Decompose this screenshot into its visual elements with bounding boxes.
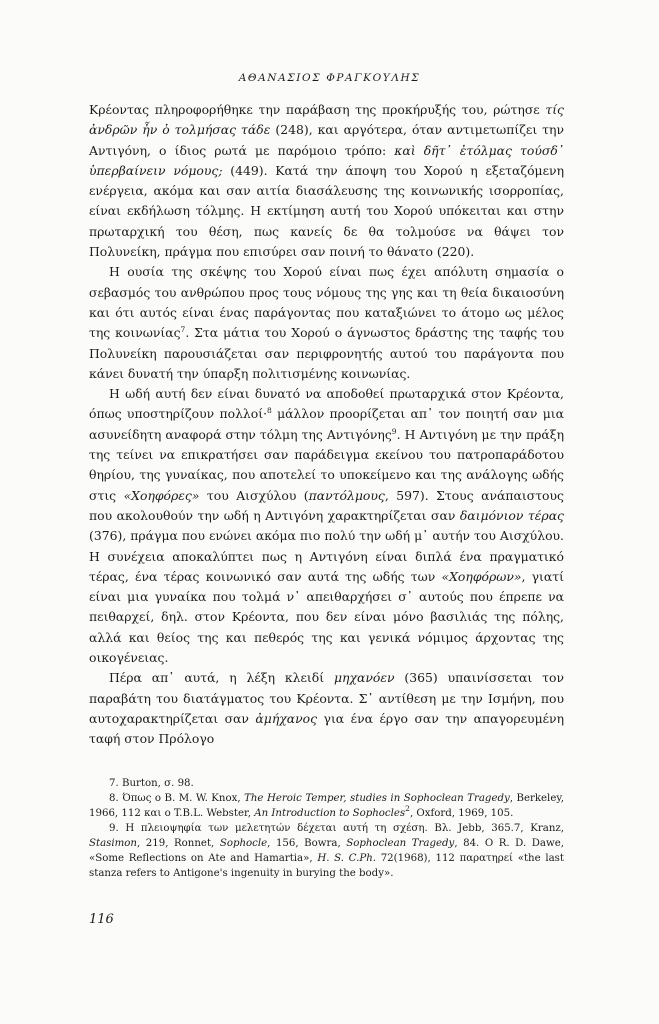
footnote-9 [89,821,564,881]
text-span: Κρέοντας πληροφορήθηκε την παράβαση της προκήρυξής του, ρώτησε [89,102,546,117]
footnote-ref-7: 7 [180,325,186,335]
paragraph-4 [89,668,564,749]
text-span: , 156, Bowra, [267,838,347,849]
text-span: Πέρα απ᾽ αυτά, η λέξη κλειδί [109,670,334,686]
work-title: «Χοηφόρες» [123,487,200,503]
work-title: The Heroic Temper, studies in Sophoclean Tragedy [244,793,510,804]
text-span: 9. Η πλειοψηφία των μελετητών δέχεται αυτή τη σχέση. Βλ. Jebb, 365.7, Kranz, [109,823,564,834]
text-span: (248), και αργότερα, όταν αντιμετωπίζει την Αντιγόνη, ο ίδιος ρωτά με παρόμοιο τρόπο: [89,122,564,158]
running-head: ΑΘΑΝΑΣΙΟΣ ΦΡΑΓΚΟΥΛΗΣ [238,72,421,84]
text-span: (376), πράγμα που ενώνει ακόμα πιο πολύ την ωδή μ᾽ αυτήν του Αισχύλου. Η συνέχεια αποκαλύπτει πως η Αντιγόνη είναι διπλά ένα πραγματικό τέρας, ένα τέρας κοινωνικό σαν αυτά της ωδής των [89,528,564,584]
body-text [89,100,564,750]
footnote-8 [89,791,564,821]
footnote-7: 7. Burton, σ. 98. [109,778,194,789]
work-title: An Introduction to Sophocles [254,808,406,819]
work-title: Sophoclean Tragedy [346,838,455,849]
text-span: , 219, Ronnet, [137,838,220,849]
footnote-ref-8: 8 [267,406,272,416]
text-span: , 84. Ο R. D. Dawe, «Some Reflections on Ate and Hamartia», [89,838,564,864]
work-title: Sophocle [219,838,268,849]
text-span: , Berkeley, 1966, 112 και ο T.B.L. Webster, [89,793,564,819]
greek-quote: παντόλμους [308,487,385,503]
text-span: Η ωδή αυτή δεν είναι δυνατό να αποδοθεί πρωταρχικά στον Κρέοντα, όπως υποστηρίζουν πολλοί· [89,386,564,422]
journal-title: H. S. C.Ph. [317,853,376,864]
paragraph-3 [89,384,564,668]
work-title: Stasimon [89,838,137,849]
edition-superscript: 2 [405,804,410,813]
text-span: . Στα μάτια του Χορού ο άγνωστος δράστης της ταφής του Πολυνείκη παρουσιάζεται σαν περιφρονητής αυτού του παράγοντα που κάνει δυνατή την ύπαρξη πολιτισμένης κοινωνίας. [89,325,564,381]
footnotes [89,776,564,881]
work-title: «Χοηφόρων» [441,568,522,584]
text-span: μάλλον προορίζεται απ᾽ τον ποιητή σαν μια ασυνείδητη αναφορά στην τόλμη της Αντιγόνης [89,406,564,442]
paragraph-2 [89,262,564,384]
text-span: (365) υπαινίσσεται τον παραβάτη του διατάγματος του Κρέοντα. Σ᾽ αντίθεση με την Ισμήνη, που αυτοχαρακτηρίζεται σαν [89,670,564,726]
text-span: για ένα έργο σαν την απαγορευμένη ταφή στον Πρόλογο [89,710,564,747]
greek-quote: τίς ἀνδρῶν ἦν ὁ τολμήσας τάδε [89,102,564,138]
text-span: (449). Κατά την άποψη του Χορού η εξεταζόμενη ενέργεια, ακόμα και σαν αιτία διασάλευσης της κοινωνικής ισορροπίας, είναι εκδήλωση τόλμης. Η εκτίμηση αυτή του Χορού υπόκειται και στην πρωταρχική του θέση, πως κανείς δε θα τολμούσε να θάψει τον Πολυνείκη, πράγμα που επισύρει σαν ποινή το θάνατο (220). [89,162,564,260]
footnote-ref-9: 9 [391,426,397,436]
text-span: , Oxford, 1969, 105. [409,808,514,819]
text-span: Η ουσία της σκέψης του Χορού είναι πως έχει απόλυτη σημασία ο σεβασμός του ανθρώπου προς τους νόμους της γης και τη θεία δικαιοσύνη και ότι αυτός είναι ένας παράγοντας που καταξιώνει το άτομο ως μέλος της κοινωνίας [89,264,564,341]
text-span: του Αισχύλου ( [199,487,309,503]
greek-quote: ἀμήχανος [255,710,318,726]
greek-quote: καὶ δῆτ᾽ ἐτόλμας τούσδ᾽ ὑπερβαίνειν νόμους; [89,142,564,178]
text-span: 72(1968), 112 παρατηρεί «the last stanza refers to Antigone's ingenuity in burying the body». [89,853,564,879]
text-span: , 597). Στους ανάπαιστους που ακολουθούν την ωδή η Αντιγόνη χαρακτηρίζεται σαν [89,487,564,523]
text-span: , γιατί είναι μια γυναίκα που τολμά ν᾽ απειθαρχήσει σ᾽ αυτούς που έπρεπε να πειθαρχεί, δηλ. στον Κρέοντα, που δεν είναι μόνο βασιλιάς της πόλης, αλλά και θείος της και πεθερός της και γενικά νόμιμος άρχοντας της οικογένειας. [89,568,564,666]
text-span: 8. Όπως ο B. M. W. Knox, [109,793,245,804]
paragraph-1 [89,100,564,262]
page-number: 116 [89,912,114,927]
text-span: . Η Αντιγόνη με την πράξη της τείνει να επικρατήσει σαν παράδειγμα εκείνου του πατροπαράδοτου θηρίου, της γυναίκας, που αποτελεί το υποκείμενο και της ανάλογης ωδής στις [89,426,564,503]
greek-quote: μηχανόεν [333,670,395,686]
greek-quote: δαιμόνιον τέρας [459,507,564,523]
